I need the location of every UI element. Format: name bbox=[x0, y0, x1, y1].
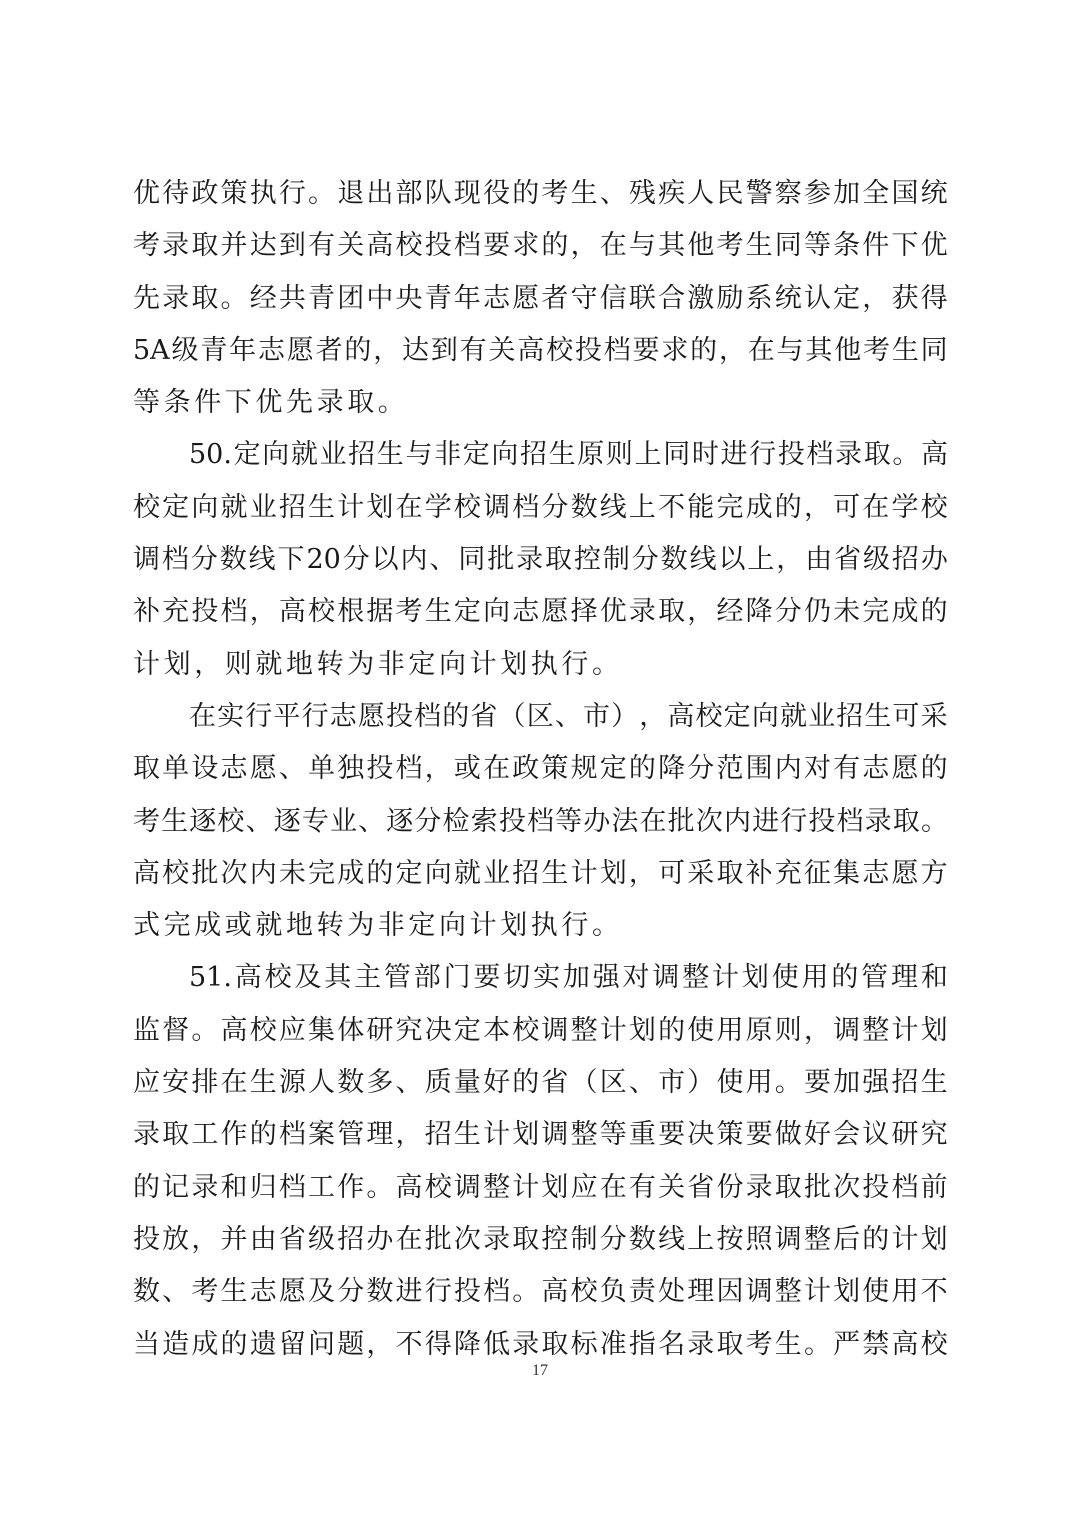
text-line: 应 安 排 在 生 源 人 数 多 、 质 量 好 的 省 （ 区 、 市 ） 使 用 。 要 加 强 招 生 bbox=[133, 1067, 948, 1099]
text-line: 先 录 取 。 经 共 青 团 中 央 青 年 志 愿 者 守 信 联 合 激 励 系 统 认 定 ， 获 得 bbox=[133, 282, 948, 314]
text-line: 当 造 成 的 遗 留 问 题 ， 不 得 降 低 录 取 标 准 指 名 录 取 考 生 。 严 禁 高 校 bbox=[133, 1328, 948, 1360]
text-line: 高 校 批 次 内 未 完 成 的 定 向 就 业 招 生 计 划 ， 可 采 取 补 充 征 集 志 愿 方 bbox=[133, 857, 948, 889]
text-line: 校 定 向 就 业 招 生 计 划 在 学 校 调 档 分 数 线 上 不 能 完 成 的 ， 可 在 学 校 bbox=[133, 491, 948, 523]
text-line: 监 督 。 高 校 应 集 体 研 究 决 定 本 校 调 整 计 划 的 使 用 原 则 ， 调 整 计 划 bbox=[133, 1014, 948, 1046]
text-line: 补 充 投 档 ， 高 校 根 据 考 生 定 向 志 愿 择 优 录 取 ， 经 降 分 仍 未 完 成 的 bbox=[133, 596, 948, 628]
text-line: 考 生 逐 校 、 逐 专 业 、 逐 分 检 索 投 档 等 办 法 在 批 次 内 进 行 投 档 录 取 。 bbox=[133, 805, 948, 837]
text-line: 录 取 工 作 的 档 案 管 理 ， 招 生 计 划 调 整 等 重 要 决 策 要 做 好 会 议 研 究 bbox=[133, 1119, 948, 1151]
text-line: 调 档 分 数 线 下 20 分 以 内 、 同 批 录 取 控 制 分 数 线 以 上 ， 由 省 级 招 办 bbox=[133, 544, 948, 576]
text-line: 优 待 政 策 执 行 。 退 出 部 队 现 役 的 考 生 、 残 疾 人 民 警 察 参 加 全 国 统 bbox=[133, 178, 948, 209]
text-line: 的 记 录 和 归 档 工 作 。 高 校 调 整 计 划 应 在 有 关 省 份 录 取 批 次 投 档 前 bbox=[133, 1171, 948, 1203]
page-number: 17 bbox=[532, 1362, 548, 1379]
text-line: 投 放 ， 并 由 省 级 招 办 在 批 次 录 取 控 制 分 数 线 上 按 照 调 整 后 的 计 划 bbox=[133, 1223, 948, 1255]
text-line: 51. 高 校 及 其 主 管 部 门 要 切 实 加 强 对 调 整 计 划 使 用 的 管 理 和 bbox=[189, 962, 948, 994]
text-line: 考 录 取 并 达 到 有 关 高 校 投 档 要 求 的 ， 在 与 其 他 考 生 同 等 条 件 下 优 bbox=[133, 230, 948, 262]
text-line: 等条件下优先录取。 bbox=[133, 387, 409, 419]
text-line: 计划，则就地转为非定向计划执行。 bbox=[133, 648, 623, 680]
text-line: 5A 级 青 年 志 愿 者 的 ， 达 到 有 关 高 校 投 档 要 求 的 ， 在 与 其 他 考 生 同 bbox=[133, 334, 948, 366]
text-line: 取 单 设 志 愿 、 单 独 投 档 ， 或 在 政 策 规 定 的 降 分 范 围 内 对 有 志 愿 的 bbox=[133, 753, 948, 785]
text-line: 50. 定 向 就 业 招 生 与 非 定 向 招 生 原 则 上 同 时 进 行 投 档 录 取 。 高 bbox=[189, 439, 948, 471]
text-line: 式完成或就地转为非定向计划执行。 bbox=[133, 910, 623, 942]
text-line: 数 、 考 生 志 愿 及 分 数 进 行 投 档 。 高 校 负 责 处 理 因 调 整 计 划 使 用 不 bbox=[133, 1276, 948, 1308]
text-line: 在 实 行 平 行 志 愿 投 档 的 省 （ 区 、 市 ） ， 高 校 定 向 就 业 招 生 可 采 bbox=[189, 700, 948, 732]
document-body bbox=[133, 168, 948, 1371]
